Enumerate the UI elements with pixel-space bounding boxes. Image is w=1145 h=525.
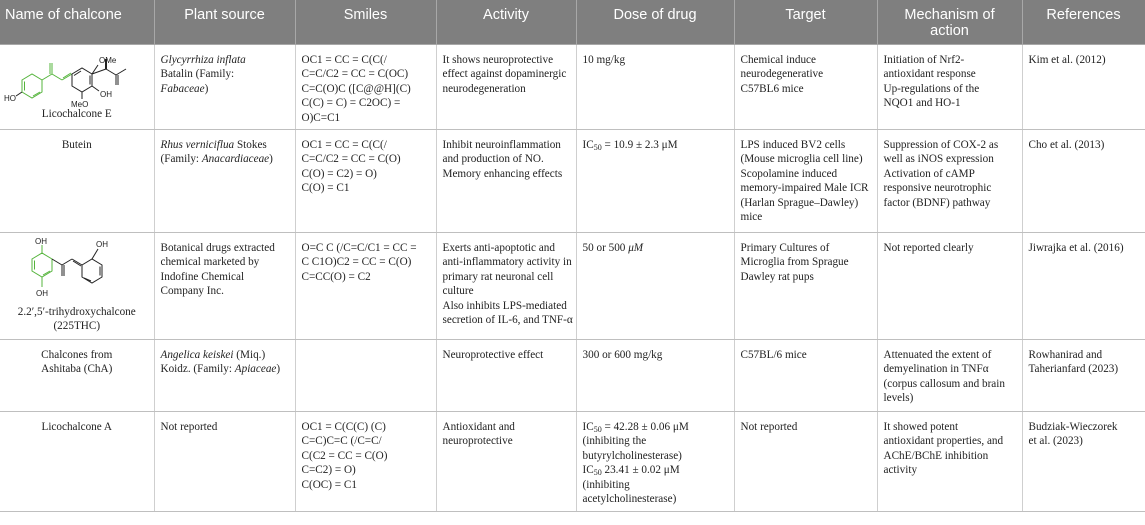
cell-name bbox=[0, 130, 154, 233]
plant-species: Angelica keiskei bbox=[160, 349, 234, 362]
struct-label-ho: HO bbox=[4, 94, 16, 103]
cell-name bbox=[0, 340, 154, 412]
cell-plant-source: Angelica keiskei (Miq.) Koidz. (Family: Apiaceae) bbox=[154, 340, 295, 412]
chalcone-name: Licochalcone A bbox=[41, 421, 112, 434]
header-target: Target bbox=[734, 0, 877, 45]
plant-species: Rhus verniciflua bbox=[160, 139, 235, 152]
cell-activity: Neuroprotective effect bbox=[436, 340, 576, 412]
header-row bbox=[0, 0, 1145, 45]
chalcone-abbrev: (225THC) bbox=[53, 320, 101, 333]
cell-activity: Exerts anti-apoptotic and anti-inflammatory activity in primary rat neuronal cell culture Also inhibits LPS-mediated secretion of IL-6, and TNF-α bbox=[436, 233, 576, 340]
plant-family: Apiaceae bbox=[234, 363, 277, 376]
cell-activity: Inhibit neuroinflammation and production of NO. Memory enhancing effects bbox=[436, 130, 576, 233]
header-smiles: Smiles bbox=[295, 0, 436, 45]
cell-smiles: OC1 = C(C(C) (C) C=C)C=C (/C=C/ C(C2 = CC = C(O) C=C2) = O) C(OC) = C1 bbox=[295, 412, 436, 512]
struct-label-oh-top-right: OH bbox=[96, 240, 108, 250]
cell-mechanism: Attenuated the extent of demyelination in TNFα (corpus callosum and brain levels) bbox=[877, 340, 1022, 412]
cell-dose: 10 mg/kg bbox=[576, 45, 734, 130]
cell-reference: Kim et al. (2012) bbox=[1022, 45, 1145, 130]
header-references: References bbox=[1022, 0, 1145, 45]
cell-target: Primary Cultures of Microglia from Sprague Dawley rat pups bbox=[734, 233, 877, 340]
cell-name bbox=[0, 233, 154, 340]
cell-plant-source: Glycyrrhiza inflata Batalin (Family: Fabaceae) bbox=[154, 45, 295, 130]
cell-reference: Cho et al. (2013) bbox=[1022, 130, 1145, 233]
chalcone-name: Licochalcone E bbox=[41, 108, 112, 120]
header-mechanism: Mechanism of action bbox=[877, 0, 1022, 45]
plant-authority: Batalin (Family: bbox=[160, 68, 235, 81]
table-row bbox=[0, 45, 1145, 130]
cell-target: LPS induced BV2 cells (Mouse microglia cell line) Scopolamine induced memory-impaired Male ICR (Harlan Sprague–Dawley) mice bbox=[734, 130, 877, 233]
cell-reference: Jiwrajka et al. (2016) bbox=[1022, 233, 1145, 340]
cell-smiles: OC1 = CC = C(C(/ C=C/C2 = CC = C(O) C(O) = C2) = O) C(O) = C1 bbox=[295, 130, 436, 233]
cell-target: Not reported bbox=[734, 412, 877, 512]
struct-label-ome: OMe bbox=[99, 56, 117, 65]
chalcone-abbrev: Ashitaba (ChA) bbox=[41, 363, 113, 376]
struct-label-oh-top-left: OH bbox=[35, 237, 47, 247]
cell-smiles bbox=[295, 340, 436, 412]
cell-name bbox=[0, 412, 154, 512]
cell-activity: Antioxidant and neuroprotective bbox=[436, 412, 576, 512]
table-row bbox=[0, 233, 1145, 340]
table-row bbox=[0, 130, 1145, 233]
cell-reference: Rowhanirad and Taherianfard (2023) bbox=[1022, 340, 1145, 412]
struct-label-oh-bottom: OH bbox=[36, 289, 48, 299]
cell-smiles: O=C C (/C=C/C1 = CC = C C1O)C2 = CC = C(O) C=CC(O) = C2 bbox=[295, 233, 436, 340]
cell-mechanism: Suppression of COX-2 as well as iNOS expression Activation of cAMP responsive neurotrophic factor (BDNF) pathway bbox=[877, 130, 1022, 233]
cell-plant-source: Not reported bbox=[154, 412, 295, 512]
plant-species: Glycyrrhiza inflata bbox=[160, 54, 246, 66]
cell-smiles: OC1 = CC = C(C(/ C=C/C2 = CC = C(OC) C=C(O)C ([C@@H](C) C(C) = C) = C2OC) = O)C=C1 bbox=[295, 45, 436, 130]
cell-mechanism: It showed potent antioxidant properties, and AChE/BChE inhibition activity bbox=[877, 412, 1022, 512]
table-row bbox=[0, 412, 1145, 512]
cell-target: C57BL/6 mice bbox=[734, 340, 877, 412]
header-activity: Activity bbox=[436, 0, 576, 45]
struct-label-oh: OH bbox=[100, 90, 112, 99]
plant-family: Fabaceae bbox=[160, 82, 205, 95]
cell-dose: $IC_{50} = 42.28 \pm 0.06$ μM (inhibiting the butyrylcholinesterase) $IC_{50}$ 23.41 ± 0.02 μM (inhibiting acetylcholinesterase) bbox=[576, 412, 734, 512]
struct-label-meo: MeO bbox=[71, 100, 89, 109]
cell-plant-source: Botanical drugs extracted chemical marketed by Indofine Chemical Company Inc. bbox=[154, 233, 295, 340]
cell-dose: 50 or 500 μM bbox=[576, 233, 734, 340]
cell-dose: $IC_{50} = 10.9 \pm 2.3$ μM bbox=[576, 130, 734, 233]
cell-target: Chemical induce neurodegenerative C57BL6 mice bbox=[734, 45, 877, 130]
header-plant-source: Plant source bbox=[154, 0, 295, 45]
cell-mechanism: Not reported clearly bbox=[877, 233, 1022, 340]
table-row bbox=[0, 340, 1145, 412]
chalcone-name: 2.2′,5′-trihydroxychalcone bbox=[17, 306, 136, 319]
cell-reference: Budziak-Wieczorek et al. (2023) bbox=[1022, 412, 1145, 512]
cell-dose: 300 or 600 mg/kg bbox=[576, 340, 734, 412]
cell-activity: It shows neuroprotective effect against dopaminergic neurodegeneration bbox=[436, 45, 576, 130]
licochalcone-e-structure bbox=[2, 47, 152, 109]
header-dose: Dose of drug bbox=[576, 0, 734, 45]
cell-name bbox=[0, 45, 154, 130]
chalcone-name: Butein bbox=[61, 139, 92, 152]
225thc-structure bbox=[2, 235, 152, 303]
header-name: Name of chalcone bbox=[0, 0, 154, 45]
plant-family: Anacardiaceae bbox=[201, 153, 270, 166]
cell-mechanism: Initiation of Nrf2- antioxidant response Up-regulations of the NQO1 and HO-1 bbox=[877, 45, 1022, 130]
chalcone-name: Chalcones from bbox=[41, 349, 113, 362]
cell-plant-source: Rhus verniciflua Stokes (Family: Anacardiaceae) bbox=[154, 130, 295, 233]
